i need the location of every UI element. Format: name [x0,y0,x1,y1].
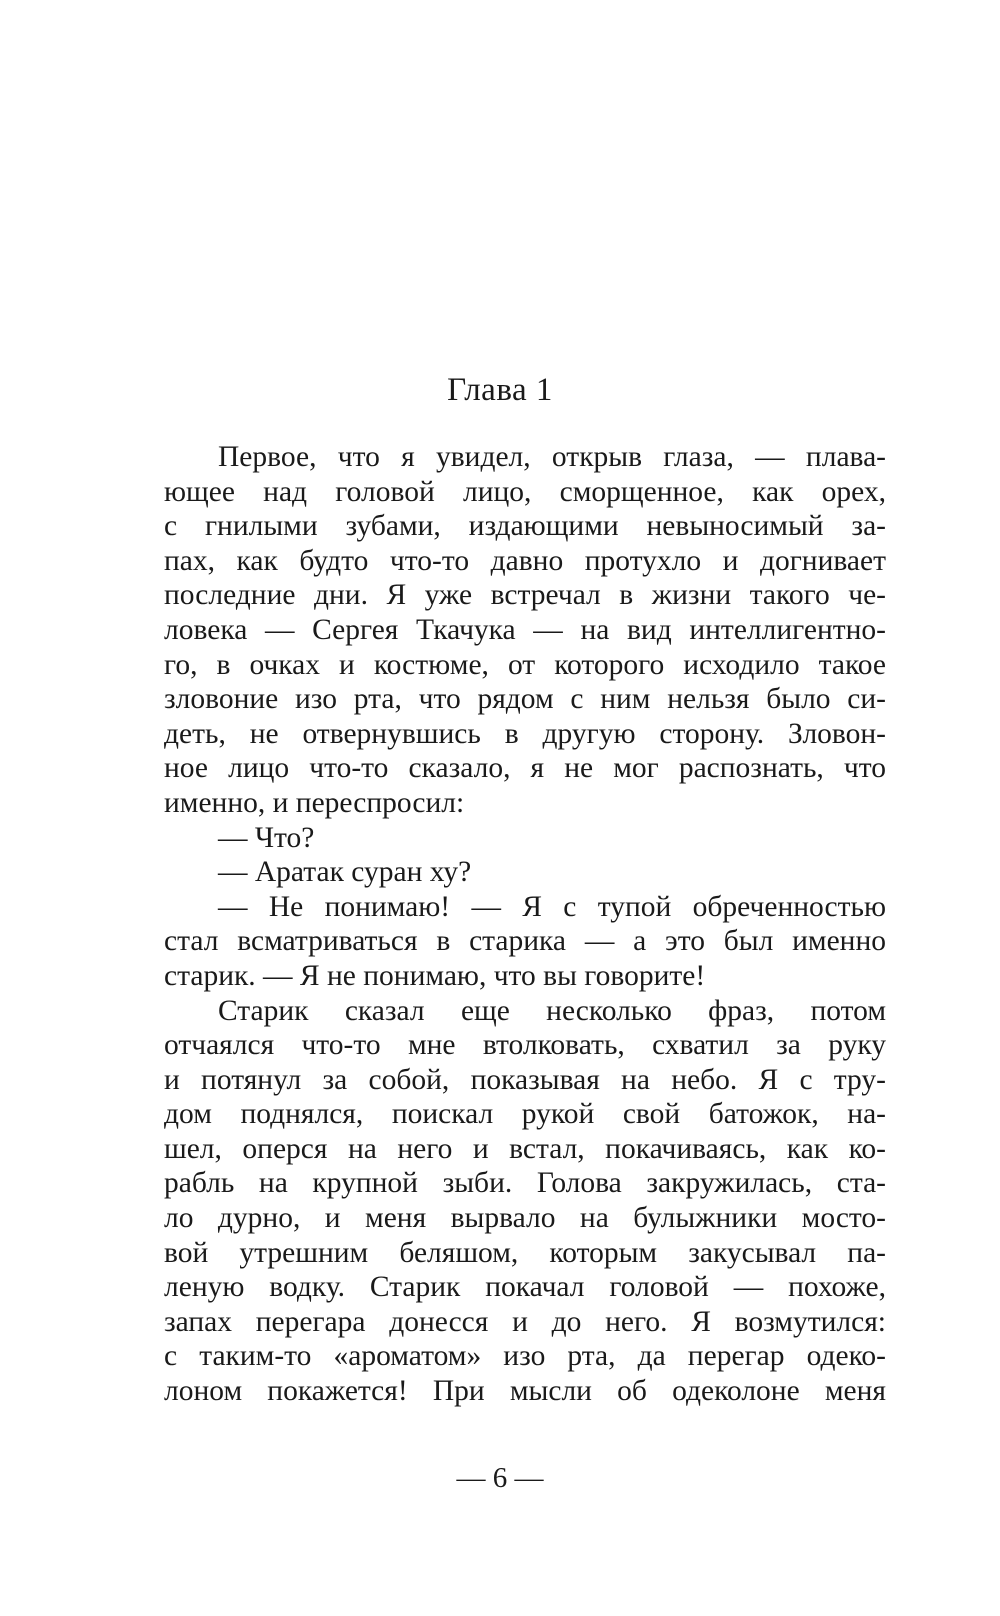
chapter-body [164,440,886,1409]
text-line: леную водку. Старик покачал головой — похоже, [164,1271,886,1304]
page-number: — 6 — [456,1462,544,1494]
text-line: ло дурно, и меня вырвало на булыжники мосто- [164,1202,886,1235]
text-line: стал всматриваться в старика — а это был именно [164,925,886,958]
text-line: с гнилыми зубами, издающими невыносимый за- [164,510,886,543]
text-line: отчаялся что-то мне втолковать, схватил за руку [164,1029,886,1062]
text-line: рабль на крупной зыби. Голова закружилась, ста- [164,1167,886,1200]
chapter-title: Глава 1 [447,372,553,408]
text-line: зловоние изо рта, что рядом с ним нельзя было си- [164,683,886,716]
text-line: го, в очках и костюме, от которого исходило такое [164,648,886,681]
dialogue-line: — Не понимаю! — Я с тупой обреченностью [218,890,886,923]
text-line: ное лицо что-то сказало, я не мог распознать, что [164,752,886,785]
text-line: последние дни. Я уже встречал в жизни такого че- [164,579,886,612]
text-line: деть, не отвернувшись в другую сторону. Зловон- [164,717,886,750]
text-line: и потянул за собой, показывая на небо. Я с тру- [164,1063,886,1096]
text-line: ловека — Сергея Ткачука — на вид интеллигентно- [164,613,886,646]
text-line: Старик сказал еще несколько фраз, потом [218,994,886,1027]
text-line: вой утрешним беляшом, которым закусывал па- [164,1236,886,1269]
text-line: с таким-то «ароматом» изо рта, да перегар одеко- [164,1340,886,1373]
text-line: шел, оперся на него и встал, покачиваясь, как ко- [164,1132,886,1165]
dialogue-line: — Аратак суран ху? [218,856,472,889]
text-line: пах, как будто что-то давно протухло и догнивает [164,544,886,577]
dialogue-line: — Что? [218,821,315,854]
text-line: ющее над головой лицо, сморщенное, как орех, [164,475,886,508]
text-line: Первое, что я увидел, открыв глаза, — плава- [218,441,886,473]
text-line: именно, и переспросил: [164,786,465,819]
text-line: старик. — Я не понимаю, что вы говорите! [164,959,706,992]
text-line: дом поднялся, поискал рукой свой батожок, на- [164,1098,886,1131]
text-line: лоном покажется! При мысли об одеколоне меня [164,1375,886,1408]
text-line: запах перегара донесся и до него. Я возмутился: [164,1305,886,1338]
